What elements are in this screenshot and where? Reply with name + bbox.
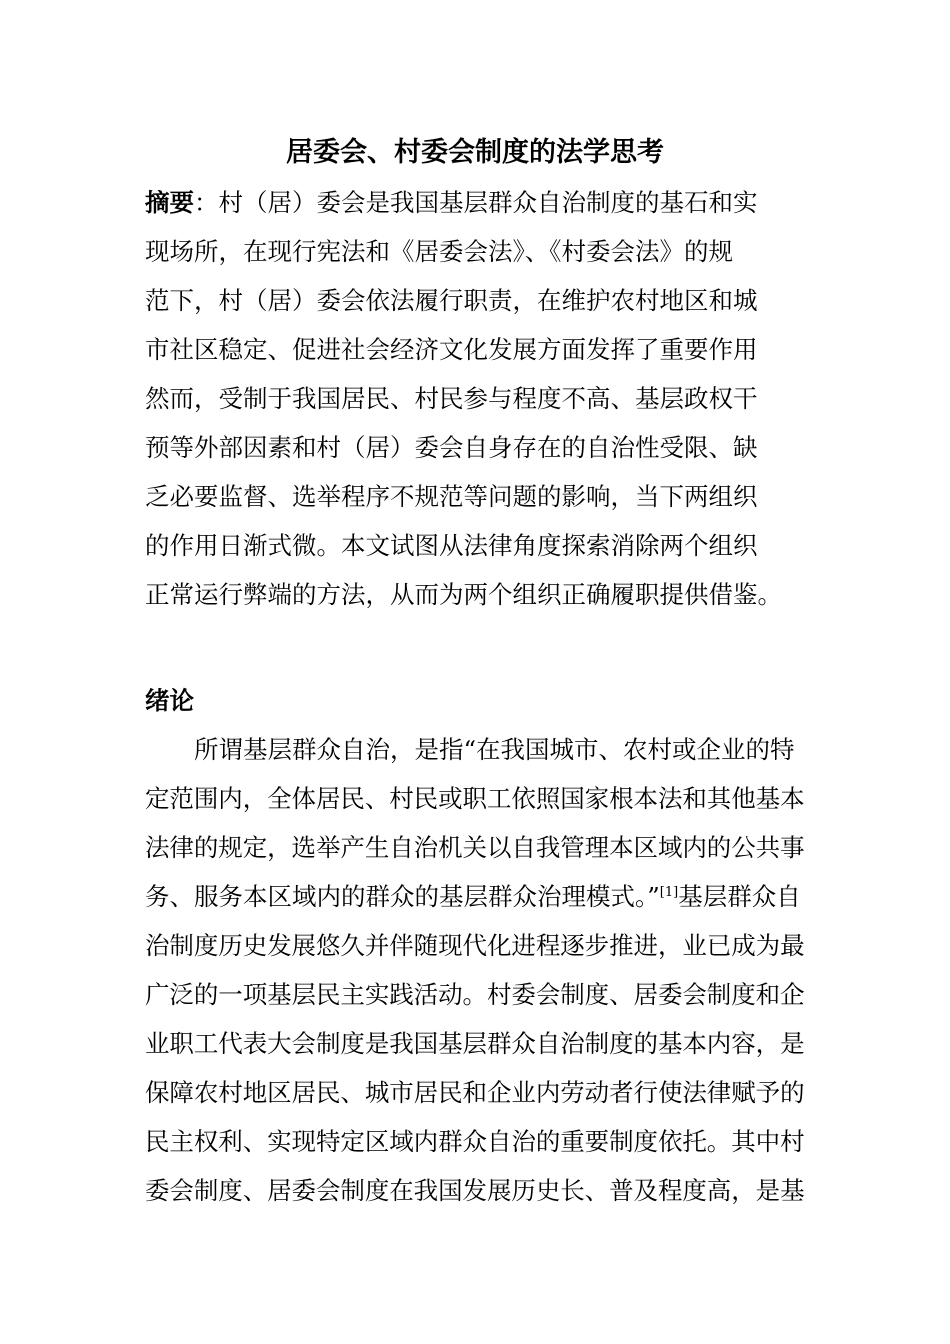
abstract-line: 预等外部因素和村（居）委会自身存在的自治性受限、缺 — [145, 433, 758, 462]
abstract-line: 乏必要监督、选举程序不规范等问题的影响，当下两组织 — [145, 482, 758, 511]
abstract-line: 的作用日渐式微。本文试图从法律角度探索消除两个组织 — [145, 531, 758, 560]
paragraph-text: 务、服务本区域内的群众的基层群众治理模式。” — [145, 882, 660, 911]
section-heading: 绪论 — [145, 686, 194, 715]
paragraph-line: 保障农村地区居民、城市居民和企业内劳动者行使法律赋予的 — [145, 1078, 805, 1107]
paragraph-line: 业职工代表大会制度是我国基层群众自治制度的基本内容，是 — [145, 1029, 805, 1058]
paragraph-line: 广泛的一项基层民主实践活动。村委会制度、居委会制度和企 — [145, 980, 805, 1009]
intro-paragraph — [145, 725, 805, 1215]
abstract-text: 村（居）委会是我国基层群众自治制度的基石和实 — [218, 188, 758, 217]
abstract-line: 现场所，在现行宪法和《居委会法》、《村委会法》的规 — [145, 237, 733, 266]
paragraph-line: 法律的规定，选举产生自治机关以自我管理本区域内的公共事 — [145, 833, 805, 862]
paragraph-text: 基层群众自 — [678, 882, 801, 911]
paragraph-line: 民主权利、实现特定区域内群众自治的重要制度依托。其中村 — [145, 1127, 805, 1156]
abstract-label: 摘要 — [145, 188, 194, 217]
abstract-line: 正常运行弊端的方法，从而为两个组织正确履职提供借鉴。 — [145, 580, 782, 609]
document-title: 居委会、村委会制度的法学思考 — [286, 137, 664, 168]
abstract-label-colon: ： — [194, 188, 219, 217]
paragraph-line: 所谓基层群众自治，是指“在我国城市、农村或企业的特 — [194, 735, 795, 764]
abstract-line: 范下，村（居）委会依法履行职责，在维护农村地区和城 — [145, 286, 758, 315]
paragraph-line: 治制度历史发展悠久并伴随现代化进程逐步推进，业已成为最 — [145, 931, 805, 960]
paragraph-line — [145, 872, 805, 921]
abstract-paragraph — [145, 178, 805, 619]
paragraph-line: 委会制度、居委会制度在我国发展历史长、普及程度高，是基 — [145, 1176, 805, 1205]
paragraph-line: 定范围内，全体居民、村民或职工依照国家根本法和其他基本 — [145, 784, 805, 813]
abstract-line: 然而，受制于我国居民、村民参与程度不高、基层政权干 — [145, 384, 758, 413]
abstract-line — [145, 178, 805, 227]
abstract-line: 市社区稳定、促进社会经济文化发展方面发挥了重要作用 — [145, 335, 758, 364]
citation-marker[interactable]: [1] — [659, 884, 679, 900]
